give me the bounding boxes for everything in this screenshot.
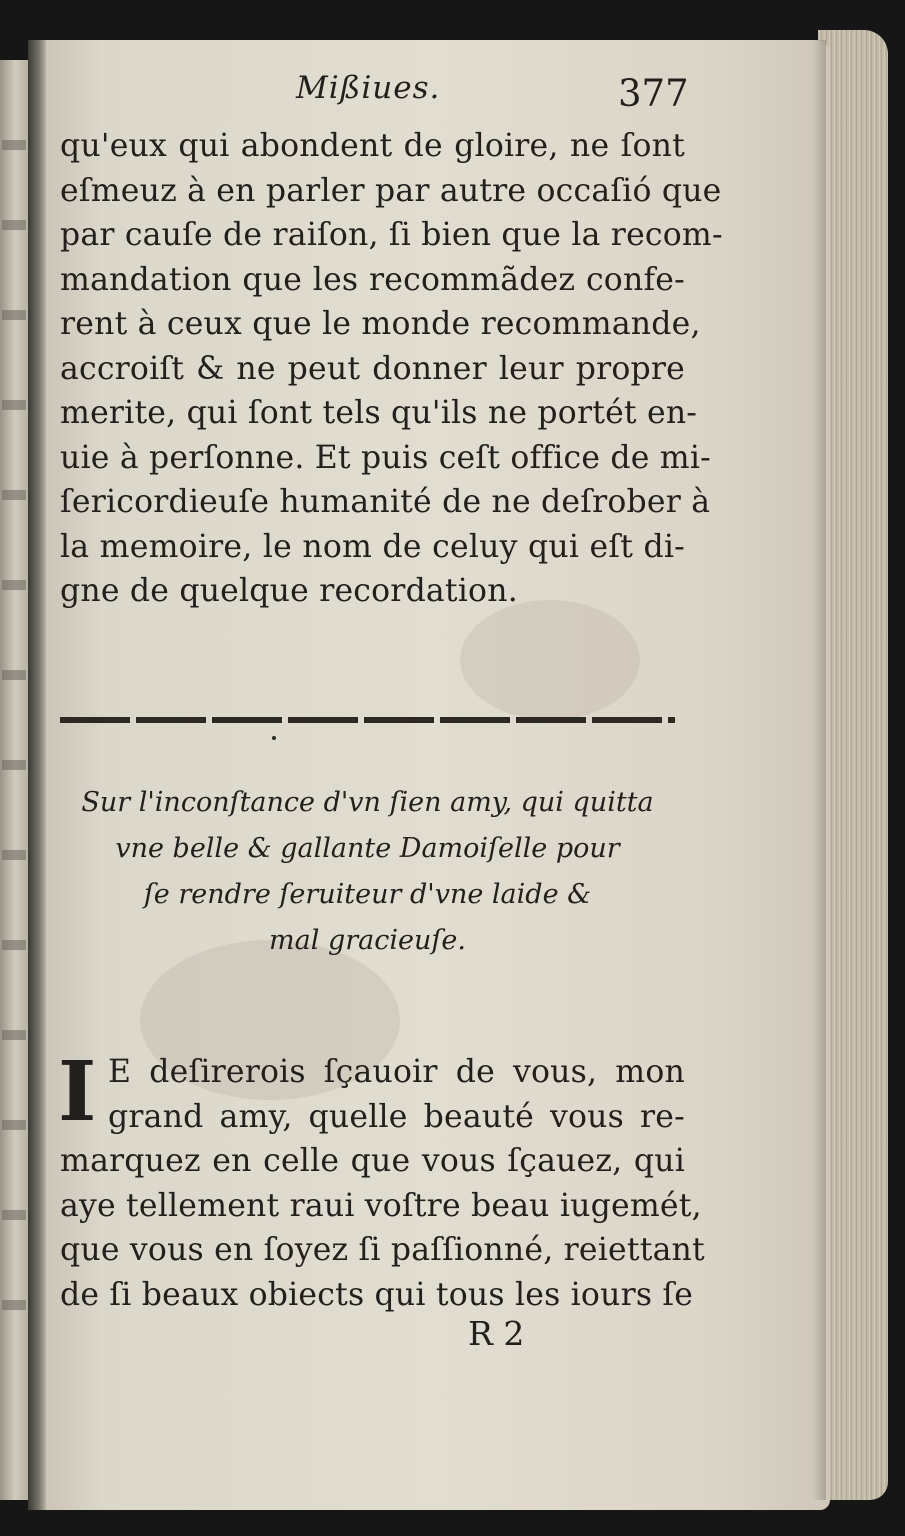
text-line: qu'eux qui abondent de gloire, ne ſont xyxy=(60,128,685,164)
text-line: que vous en ſoyez ſi paſſionné, reiettant xyxy=(60,1232,705,1268)
rule-ornament-dot xyxy=(272,736,276,740)
text-line: rent à ceux que le monde recommande, xyxy=(60,306,701,342)
text-line: grand amy, quelle beauté vous re- xyxy=(108,1098,685,1135)
fore-edge-shadow xyxy=(812,40,826,1500)
page-number: 377 xyxy=(618,72,689,115)
paragraph-2 xyxy=(58,1044,705,1317)
text-line: uie à perſonne. Et puis ceſt office de mi- xyxy=(60,439,711,476)
paragraph-1 xyxy=(60,124,723,614)
heading-line: ſe rendre ſeruiteur d'vne laide & xyxy=(143,879,592,910)
text-line: gne de quelque recordation. xyxy=(60,573,518,609)
text-line: marquez en celle que vous ſçauez, qui xyxy=(60,1143,685,1179)
text-line: la memoire, le nom de celuy qui eſt di- xyxy=(60,528,685,565)
section-heading xyxy=(60,780,675,964)
drop-cap: I xyxy=(58,1044,97,1140)
ornamental-rule xyxy=(60,717,675,723)
facing-page-edge xyxy=(0,60,30,1500)
heading-line: mal gracieuſe. xyxy=(269,925,466,956)
text-line: par cauſe de raiſon, ſi bien que la recom- xyxy=(60,217,723,253)
heading-line: Sur l'inconſtance d'vn ſien amy, qui quitta xyxy=(81,787,654,818)
signature-mark: R 2 xyxy=(468,1314,525,1353)
binding-gutter xyxy=(28,40,46,1510)
text-line: eſmeuz à en parler par autre occaſió que xyxy=(60,172,722,209)
heading-line: vne belle & gallante Damoiſelle pour xyxy=(115,833,620,864)
text-line: de ſi beaux obiects qui tous les iours ſe xyxy=(60,1276,694,1313)
text-line: mandation que les recommãdez confe- xyxy=(60,261,685,298)
text-line: aye tellement raui voſtre beau iugemét, xyxy=(60,1187,702,1224)
running-title: Mißiues. xyxy=(296,70,441,106)
text-line: accroiſt & ne peut donner leur propre xyxy=(60,350,685,387)
text-line: merite, qui ſont tels qu'ils ne portét en- xyxy=(60,395,698,431)
text-line: E deſirerois ſçauoir de vous, mon xyxy=(108,1054,685,1090)
text-line: ſericordieuſe humanité de ne deſrober à xyxy=(60,484,711,520)
